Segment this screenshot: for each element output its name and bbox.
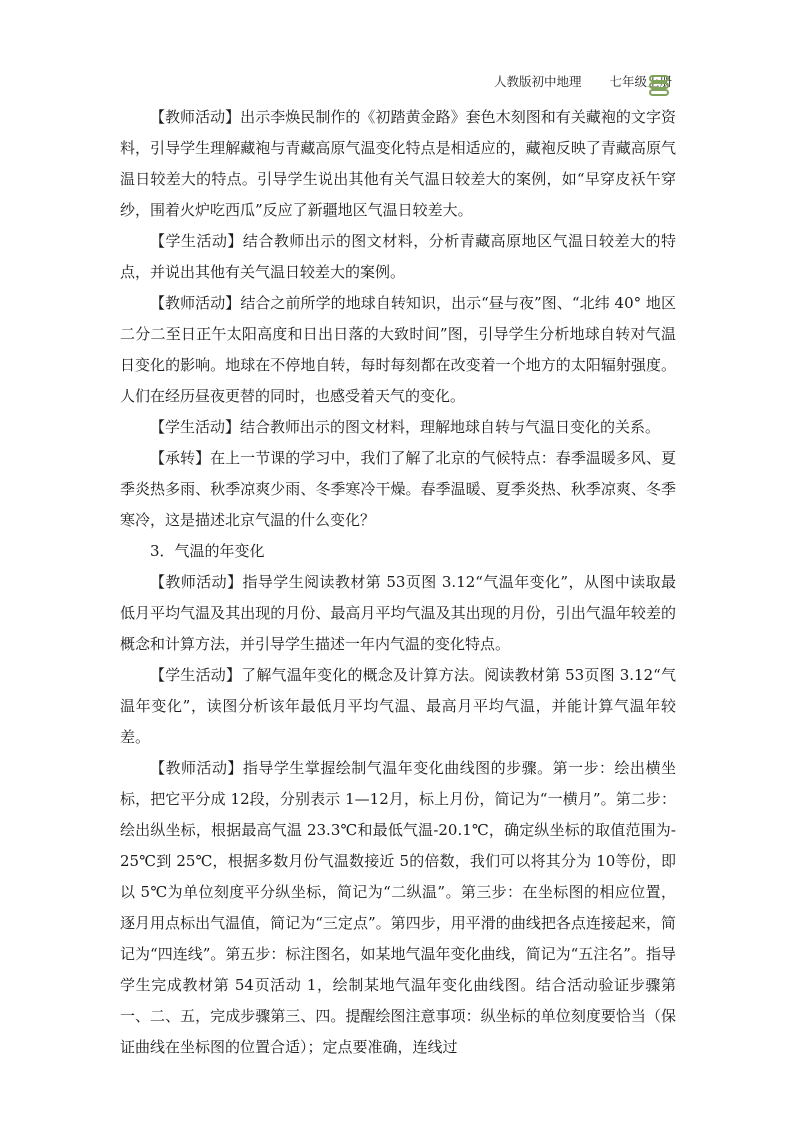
section-heading: 3．气温的年变化	[150, 542, 265, 560]
publisher-logo-icon	[648, 74, 670, 96]
paragraph-teacher-activity-2: 【教师活动】结合之前所学的地球自转知识，出示“昼与夜”图、“北纬 40° 地区二分二至日正午太阳高度和日出日落的大致时间”图，引导学生分析地球自转对气温日变化的影响。地球在不停地自转，每时每刻都在改变着一个地方的太阳辐射强度。人们在经历昼夜更替的同时，也感受着天气的变化。	[120, 294, 676, 405]
header-book-title: 人教版初中地理	[493, 74, 582, 89]
document-body	[120, 102, 676, 1063]
page-header	[494, 72, 672, 90]
paragraph-teacher-activity-1: 【教师活动】出示李焕民制作的《初踏黄金路》套色木刻图和有关藏袍的文字资料，引导学生理解藏袍与青藏高原气温变化特点是相适应的，藏袍反映了青藏高原气温日较差大的特点。引导学生说出其他有关气温日较差大的案例，如“早穿皮袄午穿纱，围着火炉吃西瓜”反应了新疆地区气温日较差大。	[120, 108, 676, 219]
paragraph-student-activity-3: 【学生活动】了解气温年变化的概念及计算方法。阅读教材第 53页图 3.12“气温年变化”，读图分析该年最低月平均气温、最高月平均气温，并能计算气温年较差。	[120, 666, 676, 746]
header-grade: 七年级上册	[609, 74, 672, 89]
paragraph-student-activity-2: 【学生活动】结合教师出示的图文材料，理解地球自转与气温日变化的关系。	[150, 418, 661, 436]
paragraph-transition: 【承转】在上一节课的学习中，我们了解了北京的气候特点：春季温暖多风、夏季炎热多雨、秋季凉爽少雨、冬季寒冷干燥。春季温暖、夏季炎热、秋季凉爽、冬季寒冷，这是描述北京气温的什么变化？	[120, 449, 676, 529]
paragraph-teacher-activity-3: 【教师活动】指导学生阅读教材第 53页图 3.12“气温年变化”，从图中读取最低月平均气温及其出现的月份、最高月平均气温及其出现的月份，引出气温年较差的概念和计算方法，并引导学生描述一年内气温的变化特点。	[120, 573, 676, 653]
paragraph-teacher-activity-4: 【教师活动】指导学生掌握绘制气温年变化曲线图的步骤。第一步：绘出横坐标，把它平分成 12段，分别表示 1—12月，标上月份，简记为“一横月”。第二步：绘出纵坐标，根据最高气温 23.3℃和最低气温-20.1℃，确定纵坐标的取值范围为-25℃到 25℃，根据多数月份气温数接近 5的倍数，我们可以将其分为 10等份，即以 5℃为单位刻度平分纵坐标，简记为“二纵温”。第三步：在坐标图的相应位置，逐月用点标出气温值，简记为“三定点”。第四步，用平滑的曲线把各点连接起来，简记为“四连线”。第五步：标注图名，如某地气温年变化曲线，简记为“五注名”。指导学生完成教材第 54页活动 1，绘制某地气温年变化曲线图。结合活动验证步骤第一、二、五，完成步骤第三、四。提醒绘图注意事项：纵坐标的单位刻度要恰当（保证曲线在坐标图的位置合适）；定点要准确，连线过	[120, 759, 676, 1056]
paragraph-student-activity-1: 【学生活动】结合教师出示的图文材料，分析青藏高原地区气温日较差大的特点，并说出其他有关气温日较差大的案例。	[120, 232, 676, 281]
